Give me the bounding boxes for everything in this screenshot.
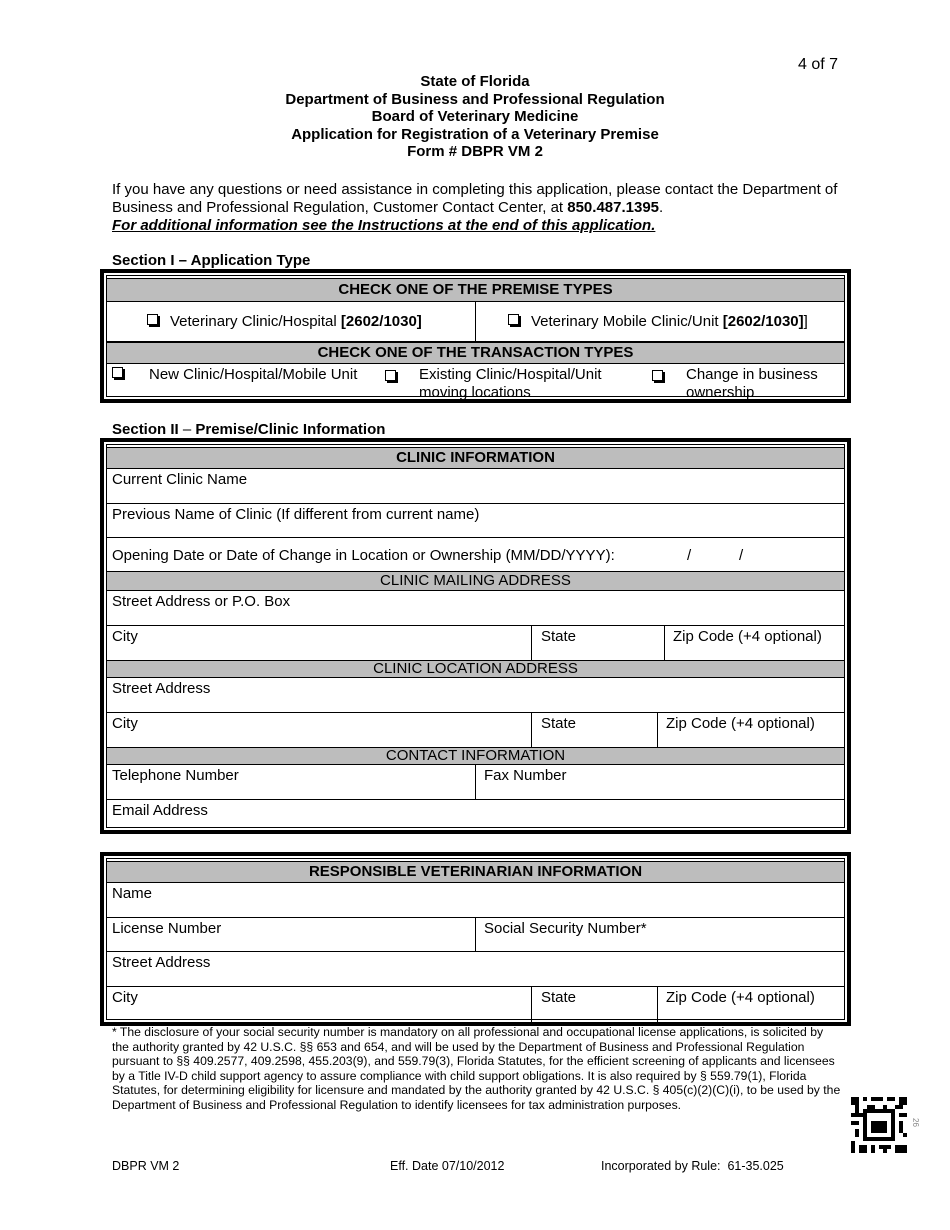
- location-zip-field[interactable]: [657, 713, 844, 747]
- field-label: Fax Number: [484, 767, 567, 784]
- checkbox[interactable]: [508, 314, 519, 325]
- field-label: Social Security Number*: [484, 920, 647, 937]
- field-label: Street Address: [112, 954, 211, 971]
- transaction-option-label: Change in business: [686, 366, 818, 383]
- field-label: State: [541, 628, 577, 645]
- intro-text: If you have any questions or need assistance in completing this application, please contact the Department of Business and Professional Regulation, Customer Contact Center, at: [112, 181, 838, 216]
- contact-row: [107, 765, 844, 800]
- field-label: Opening Date or Date of Change in Location or Ownership (MM/DD/YYYY):: [112, 547, 615, 564]
- field-label: Previous Name of Clinic (If different from current name): [112, 506, 480, 523]
- premise-types-header: CHECK ONE OF THE PREMISE TYPES: [107, 278, 844, 302]
- application-type-inner: [106, 275, 845, 401]
- premise-options-row: [107, 302, 844, 342]
- header-state: State of Florida: [420, 73, 530, 90]
- premise-option-clinic[interactable]: [107, 302, 475, 341]
- page-number: 4 of 7: [797, 56, 838, 73]
- field-label: Telephone Number: [112, 767, 239, 784]
- previous-clinic-name-field[interactable]: [107, 504, 844, 538]
- field-label: Current Clinic Name: [112, 471, 248, 488]
- mailing-state-field[interactable]: [531, 626, 664, 660]
- premise-option-mobile[interactable]: [475, 302, 844, 341]
- clinic-information-box: [100, 438, 851, 834]
- header-form-number: Form # DBPR VM 2: [407, 143, 543, 160]
- vet-city-field[interactable]: [107, 987, 531, 1023]
- checkbox[interactable]: [385, 370, 396, 381]
- premise-option-code: [2602/1030]: [722, 313, 804, 330]
- section-2-title: [112, 421, 385, 438]
- transaction-option-label: Existing Clinic/Hospital/Unit: [419, 366, 602, 383]
- section-2-title-rest: Premise/Clinic Information: [195, 421, 386, 438]
- clinic-info-header: CLINIC INFORMATION: [107, 447, 844, 469]
- date-separator-2: /: [739, 547, 744, 564]
- transaction-option-new[interactable]: [112, 364, 382, 400]
- mailing-city-field[interactable]: [107, 626, 531, 660]
- location-city-row: [107, 713, 844, 747]
- field-label: Street Address: [112, 680, 211, 697]
- opening-date-field[interactable]: [107, 538, 844, 571]
- vet-zip-field[interactable]: [657, 987, 844, 1023]
- vet-city-row: [107, 987, 844, 1023]
- checkbox[interactable]: [652, 370, 663, 381]
- contact-info-header: CONTACT INFORMATION: [107, 747, 844, 765]
- premise-option-bracket: ]: [803, 313, 808, 330]
- clinic-information-inner: [106, 444, 845, 828]
- location-city-field[interactable]: [107, 713, 531, 747]
- qr-code-icon: [851, 1097, 907, 1153]
- ssn-field[interactable]: [475, 918, 844, 951]
- transaction-option-ownership[interactable]: [650, 364, 844, 400]
- field-label: Street Address or P.O. Box: [112, 593, 291, 610]
- mailing-zip-field[interactable]: [664, 626, 844, 660]
- field-label: City: [112, 989, 138, 1006]
- field-label: Zip Code (+4 optional): [666, 989, 815, 1006]
- date-separator-1: /: [687, 547, 692, 564]
- telephone-field[interactable]: [107, 765, 475, 799]
- field-label: City: [112, 628, 138, 645]
- email-field[interactable]: [107, 800, 844, 830]
- footer-form-id: DBPR VM 2: [112, 1159, 180, 1173]
- vet-license-row: [107, 918, 844, 952]
- field-label: License Number: [112, 920, 222, 937]
- header-department: Department of Business and Professional Regulation: [285, 90, 665, 108]
- veterinarian-header: RESPONSIBLE VETERINARIAN INFORMATION: [107, 861, 844, 883]
- current-clinic-name-field[interactable]: [107, 469, 844, 504]
- section-2-title-bold: Section II: [112, 421, 179, 438]
- veterinarian-information-inner: [106, 858, 845, 1020]
- mailing-street-field[interactable]: [107, 591, 844, 626]
- vet-name-field[interactable]: [107, 883, 844, 918]
- mailing-city-row: [107, 626, 844, 660]
- field-label: State: [541, 715, 577, 732]
- veterinarian-information-box: [100, 852, 851, 1026]
- transaction-types-header: CHECK ONE OF THE TRANSACTION TYPES: [107, 342, 844, 364]
- fax-field[interactable]: [475, 765, 844, 799]
- license-number-field[interactable]: [107, 918, 475, 951]
- vet-street-field[interactable]: [107, 952, 844, 987]
- location-street-field[interactable]: [107, 678, 844, 713]
- transaction-options-row: [107, 364, 844, 400]
- intro-paragraph: [112, 181, 842, 235]
- transaction-option-label-2: ownership: [686, 384, 755, 401]
- field-label: State: [541, 989, 577, 1006]
- checkbox[interactable]: [147, 314, 158, 325]
- field-label: Zip Code (+4 optional): [666, 715, 815, 732]
- qr-side-text: 26: [911, 1118, 920, 1127]
- intro-period: .: [659, 199, 664, 216]
- ssn-disclosure: * The disclosure of your social security number is mandatory on all professional and occupational license applications, is solicited by the authority granted by 42 U.S.C. §§ 653 and 654, and will be used by the Department of Business and Professional Regulation pursuant to §§ 409.2577, 409.2598, 455.203(9), and 559.79(3), Florida Statutes, for the efficient screening of applicants and licensees by a Title IV-D child support agency to assure compliance with child support obligations. It is also required by § 559.79(1), Florida Statutes, for determining eligibility for licensure and mandated by the authority granted by 42 U.S.C. § 405(c)(2)(C)(i), to be used by the Department of Business and Professional Regulation to identify licensees for tax administration purposes.: [112, 1025, 841, 1112]
- transaction-option-label: New Clinic/Hospital/Mobile Unit: [149, 366, 358, 383]
- instructions-note: For additional information see the Instructions at the end of this application.: [112, 217, 656, 234]
- section-2-title-dash: –: [178, 421, 196, 438]
- transaction-option-label-2: moving locations: [419, 384, 531, 401]
- field-label: City: [112, 715, 138, 732]
- field-label: Email Address: [112, 802, 208, 819]
- transaction-option-existing[interactable]: [385, 364, 647, 400]
- vet-state-field[interactable]: [531, 987, 657, 1023]
- mailing-address-header: CLINIC MAILING ADDRESS: [107, 571, 844, 591]
- field-label: Zip Code (+4 optional): [673, 628, 822, 645]
- footer-rule: Incorporated by Rule: 61-35.025: [601, 1159, 784, 1173]
- application-type-box: [100, 269, 851, 403]
- header-board: Board of Veterinary Medicine: [371, 108, 579, 125]
- location-address-header: CLINIC LOCATION ADDRESS: [107, 660, 844, 678]
- premise-option-label: Veterinary Clinic/Hospital: [170, 313, 341, 330]
- contact-phone: 850.487.1395: [567, 199, 660, 216]
- form-header: [0, 73, 950, 161]
- location-state-field[interactable]: [531, 713, 657, 747]
- premise-option-label: Veterinary Mobile Clinic/Unit: [531, 313, 723, 330]
- header-application-title: Application for Registration of a Veterinary Premise: [291, 125, 659, 143]
- checkbox[interactable]: [112, 367, 123, 378]
- field-label: Name: [112, 885, 153, 902]
- section-1-title: Section I – Application Type: [112, 252, 311, 269]
- premise-option-code: [2602/1030]: [340, 313, 422, 330]
- footer-effective-date: Eff. Date 07/10/2012: [390, 1159, 505, 1173]
